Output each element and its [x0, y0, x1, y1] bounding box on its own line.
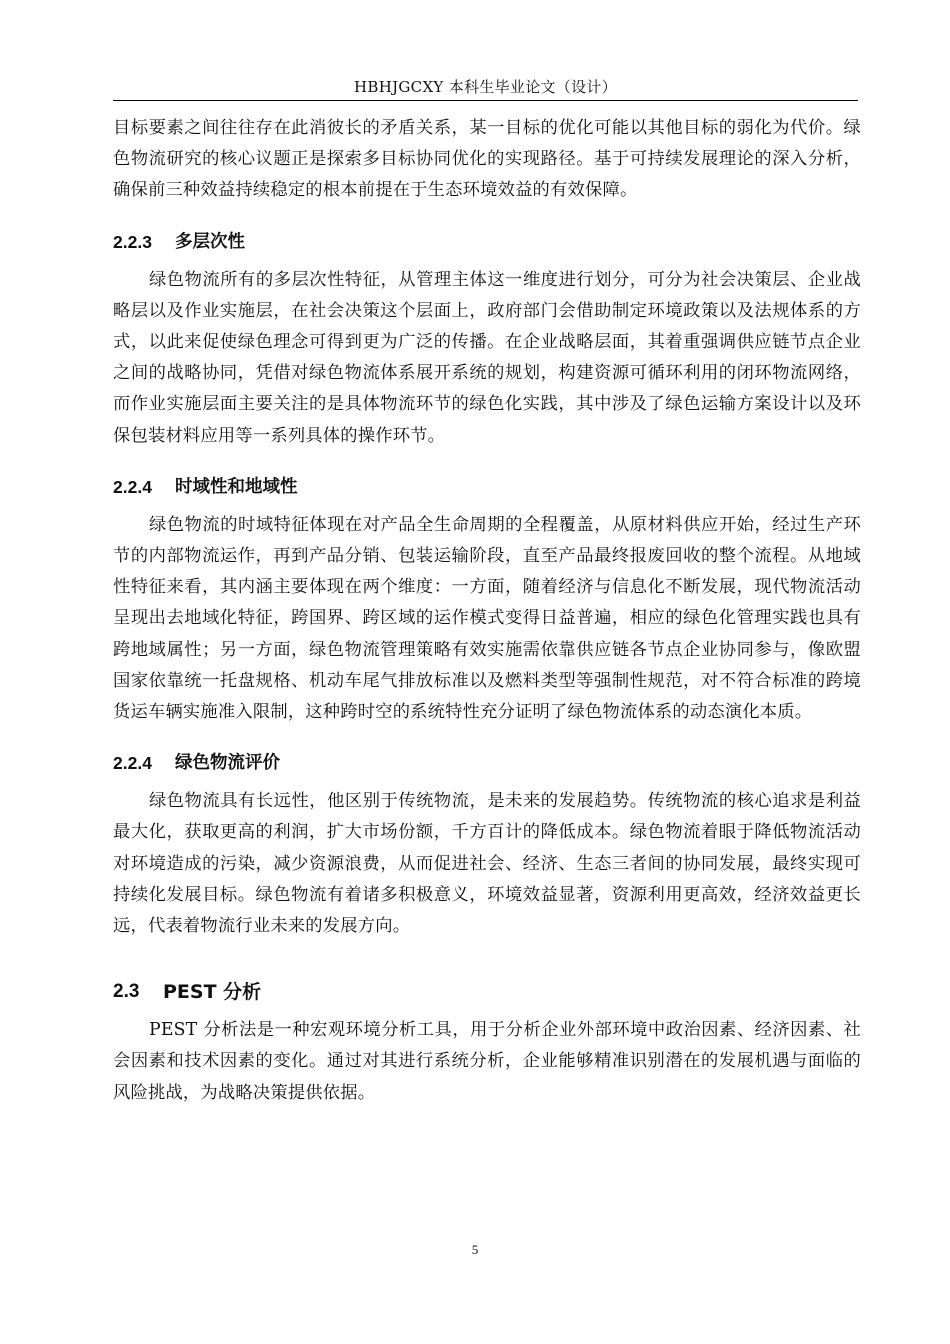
- section-title: PEST 分析: [163, 981, 262, 1004]
- section-heading-2-2-3: [113, 230, 861, 254]
- section-number: 2.2.3: [113, 231, 152, 252]
- section-heading-2-2-4-evaluation: [113, 751, 861, 775]
- paragraph-continued: 目标要素之间往往存在此消彼长的矛盾关系，某一目标的优化可能以其他目标的弱化为代价。绿色物流研究的核心议题正是探索多目标协同优化的实现路径。基于可持续发展理论的深入分析，确保前三种效益持续稳定的根本前提在于生态环境效益的有效保障。: [113, 118, 861, 201]
- section-heading-2-3: [113, 980, 861, 1004]
- page-body: [113, 113, 861, 1109]
- page-number: 5: [471, 1242, 479, 1257]
- section-heading-2-2-4-temporal: [113, 475, 861, 499]
- page-header: [113, 74, 858, 101]
- section-number: 2.2.4: [113, 476, 152, 497]
- section-number: 2.2.4: [113, 753, 152, 774]
- paragraph-multilevel: 绿色物流所有的多层次性特征，从管理主体这一维度进行划分，可分为社会决策层、企业战略层以及作业实施层，在社会决策这个层面上，政府部门会借助制定环境政策以及法规体系的方式，以此来促使绿色理念可得到更为广泛的传播。在企业战略层面，其着重强调供应链节点企业之间的战略协同，凭借对绿色物流体系展开系统的规划，构建资源可循环利用的闭环物流网络，而作业实施层面主要关注的是具体物流环节的绿色化实践，其中涉及了绿色运输方案设计以及环保包装材料应用等一系列具体的操作环节。: [113, 269, 861, 446]
- header-title: HBHJGCXY 本科生毕业论文（设计）: [353, 78, 617, 96]
- section-number: 2.3: [113, 981, 140, 1003]
- paragraph-evaluation: 绿色物流具有长远性，他区别于传统物流，是未来的发展趋势。传统物流的核心追求是利益最大化，获取更高的利润，扩大市场份额，千方百计的降低成本。绿色物流着眼于降低物流活动对环境造成的污染，减少资源浪费，从而促进社会、经济、生态三者间的协同发展，最终实现可持续化发展目标。绿色物流有着诸多积极意义，环境效益显著，资源利用更高效，经济效益更长远，代表着物流行业未来的发展方向。: [113, 791, 861, 937]
- section-title: 时域性和地域性: [175, 476, 298, 497]
- section-title: 绿色物流评价: [175, 753, 280, 774]
- paragraph-temporal-regional: 绿色物流的时域特征体现在对产品全生命周期的全程覆盖，从原材料供应开始，经过生产环节的内部物流运作，再到产品分销、包装运输阶段，直至产品最终报废回收的整个流程。从地域性特征来看，其内涵主要体现在两个维度：一方面，随着经济与信息化不断发展，现代物流活动呈现出去地域化特征，跨国界、跨区域的运作模式变得日益普遍，相应的绿色化管理实践也具有跨地域属性；另一方面，绿色物流管理策略有效实施需依靠供应链各节点企业协同参与，像欧盟国家依靠统一托盘规格、机动车尾气排放标准以及燃料类型等强制性规范，对不符合标准的跨境货运车辆实施准入限制，这种跨时空的系统特性充分证明了绿色物流体系的动态演化本质。: [113, 514, 861, 723]
- paragraph-pest: PEST 分析法是一种宏观环境分析工具，用于分析企业外部环境中政治因素、经济因素、社会因素和技术因素的变化。通过对其进行系统分析，企业能够精准识别潜在的发展机遇与面临的风险挑战，为战略决策提供依据。: [113, 1020, 861, 1103]
- section-title: 多层次性: [175, 231, 245, 252]
